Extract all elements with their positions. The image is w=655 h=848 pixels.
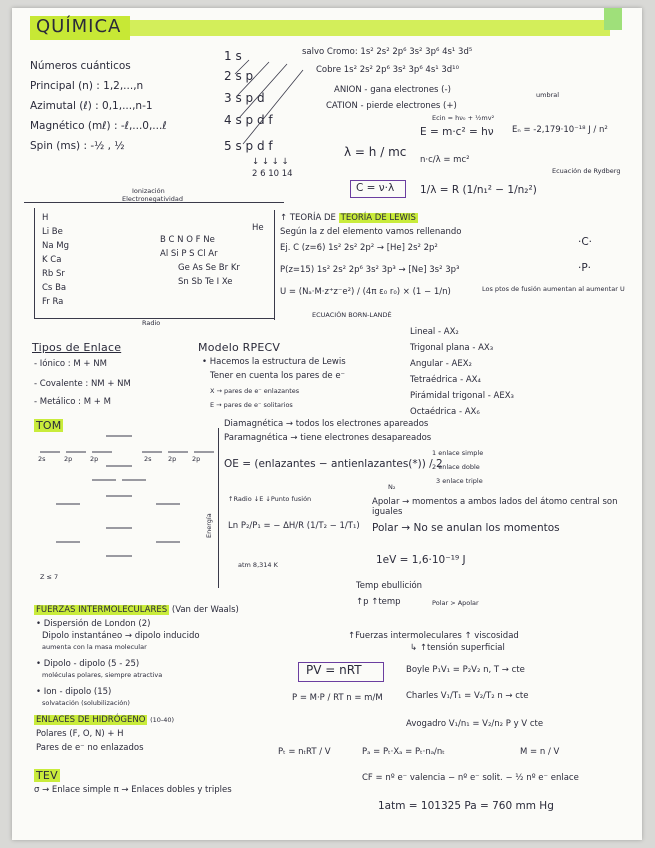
orbital-row-1: 1 s: [224, 49, 242, 63]
paramagnetic-text: Paramagnética → tiene electrones desapareados: [224, 433, 432, 443]
orbital-row-5: 5 s p d f: [224, 139, 273, 153]
lewis-dot-c: ·C·: [578, 236, 593, 248]
mo-label-2p-left: 2p: [64, 455, 73, 463]
total-pressure: Pₜ = nₜRT / V: [278, 747, 331, 757]
force-ion-2: solvatación (solubilización): [42, 699, 130, 707]
forces-heading: FUERZAS INTERMOLECULARES: [36, 605, 168, 615]
force-dipolo: • Dipolo - dipolo (5 - 25): [36, 659, 140, 669]
enlace-doble: 2 enlace doble: [432, 463, 480, 471]
charles-law: Charles V₁/T₁ = V₂/T₂ n → cte: [406, 691, 529, 701]
exception-cromo: salvo Cromo: 1s² 2s² 2p⁶ 3s² 3p⁶ 4s¹ 3d⁵: [302, 47, 473, 57]
forces-heading-wrap: [34, 606, 239, 616]
orbital-capacity: 2 6 10 14: [252, 169, 293, 179]
n2-label: N₂: [388, 483, 396, 491]
enlace-triple: 3 enlace triple: [436, 477, 483, 485]
force-london-2: Dipolo instantáneo → dipolo inducido: [42, 631, 200, 641]
hydrogen-heading-wrap: [34, 716, 174, 726]
born-lande-label: ECUACIÓN BORN-LANDÉ: [312, 311, 392, 319]
orbital-arrows: ↓ ↓ ↓ ↓: [252, 157, 289, 167]
rpecv-b4: E → pares de e⁻ solitarios: [210, 401, 293, 409]
mo-label-2s-right: 2s: [144, 455, 152, 463]
lewis-dot-p: ·P·: [578, 262, 592, 274]
rpecv-heading: Modelo RPECV: [198, 341, 281, 354]
enlace-simple: 1 enlace simple: [432, 449, 484, 457]
rydberg-formula: 1/λ = R (1/n₁² − 1/n₂²): [420, 184, 537, 196]
lewis-heading: TEORÍA DE LEWIS: [340, 213, 416, 223]
elements-na-mg: Na Mg: [42, 241, 69, 251]
temp-ebullicion: Temp ebullición: [356, 581, 423, 591]
quantum-heading: Números cuánticos: [30, 60, 131, 72]
aufbau-diagonals: [217, 48, 307, 158]
orbital-row-2: 2 s p: [224, 69, 254, 83]
lewis-line1: Según la z del elemento vamos rellenando: [280, 227, 462, 237]
boyle-law: Boyle P₁V₁ = P₂V₂ n, T → cte: [406, 665, 525, 675]
element-h: H: [42, 213, 49, 223]
quantum-azimutal: Azimutal (ℓ) : 0,1,...,n-1: [30, 100, 153, 112]
orbital-row-3: 3 s p d: [224, 91, 265, 105]
page-title: QUÍMICA: [36, 16, 122, 37]
elements-cs-ba: Cs Ba: [42, 283, 67, 293]
force-dipolo-2: moléculas polares, siempre atractiva: [42, 671, 163, 679]
mo-z-label: Z ≤ 7: [40, 573, 59, 581]
axis-vertical: [34, 208, 35, 318]
bond-ionico: - Iónico : M + NM: [34, 359, 107, 369]
energy-axis: [218, 428, 219, 588]
bond-covalente: - Covalente : NM + NM: [34, 379, 131, 389]
molarity: M = n / V: [520, 747, 560, 757]
cvl-formula: C = ν·λ: [356, 182, 395, 194]
bond-metalico: - Metálico : M + M: [34, 397, 111, 407]
radio-label: Radio: [142, 319, 161, 327]
radius-trend: ↑Radio ↓E ↓Punto fusión: [228, 495, 312, 503]
ecin-formula: Ecin = hν₀ + ½mv²: [432, 114, 495, 122]
elements-fr-ra: Fr Ra: [42, 297, 64, 307]
quantum-magnetico: Magnético (mℓ) : -ℓ,...0,...ℓ: [30, 120, 167, 132]
elements-p-row5: Sn Sb Te I Xe: [178, 277, 233, 287]
quantum-spin: Spin (ms) : -½ , ½: [30, 140, 125, 152]
energy-level-formula: Eₙ = -2,179·10⁻¹⁸ J / n²: [512, 125, 608, 135]
elements-k-ca: K Ca: [42, 255, 62, 265]
lewis-divider: [274, 210, 275, 320]
lewis-heading-prefix: ↑ TEORÍA DE TEORÍA DE LEWIS: [280, 213, 416, 223]
mo-label-2p-left2: 2p: [90, 455, 99, 463]
hydrogen-range: (10-40): [150, 716, 175, 724]
tev-text: σ → Enlace simple π → Enlaces dobles y triples: [34, 785, 232, 795]
atm-conversion: 1atm = 101325 Pa = 760 mm Hg: [378, 800, 554, 812]
geometry-trigonal-plana: Trigonal plana - AX₃: [410, 343, 494, 353]
cation-text: CATION - pierde electrones (+): [326, 101, 457, 111]
mo-label-2p-right: 2p: [168, 455, 177, 463]
polar-text: Polar → No se anulan los momentos: [372, 522, 560, 534]
clausius-formula: Ln P₂/P₁ = − ΔH/R (1/T₂ − 1/T₁): [228, 521, 360, 531]
tension-text: ↳ ↑tensión superficial: [410, 643, 505, 653]
notebook-page: [12, 8, 642, 840]
temp-pressure: ↑p ↑temp: [356, 597, 401, 607]
hydrogen-h1: Polares (F, O, N) + H: [36, 729, 124, 739]
apolar-text: Apolar → momentos a ambos lados del átomo central son iguales: [372, 497, 618, 517]
hydrogen-heading: ENLACES DE HIDRÓGENO: [36, 715, 146, 725]
avogadro-law: Avogadro V₁/n₁ = V₂/n₂ P y V cte: [406, 719, 544, 729]
geometry-octaedrica: Octaédrica - AX₆: [410, 407, 480, 417]
force-london-3: aumenta con la masa molecular: [42, 643, 147, 651]
elements-rb-sr: Rb Sr: [42, 269, 65, 279]
partial-pressure: Pₐ = Pₜ·Xₐ = Pₜ·nₐ/nₜ: [362, 747, 445, 757]
tev-heading: TEV: [36, 769, 58, 782]
born-lande-formula: U = (Nₐ·M·z⁺z⁻e²) / (4π ε₀ r₀) × (1 − 1/n): [280, 287, 451, 297]
tev-heading-wrap: [34, 770, 60, 783]
lewis-ex1: Ej. C (z=6) 1s² 2s² 2p² → [He] 2s² 2p²: [280, 243, 438, 253]
anion-text: ANION - gana electrones (-): [334, 85, 451, 95]
clausius-units: atm 8,314 K: [238, 561, 278, 569]
einstein-formula: E = m·c² = hν: [420, 126, 494, 138]
elements-p-row4: Ge As Se Br Kr: [178, 263, 240, 273]
geometry-piramidal: Pirámidal trigonal - AEX₃: [410, 391, 514, 401]
mo-label-2s-left: 2s: [38, 455, 46, 463]
lewis-ex2: P(z=15) 1s² 2s² 2p⁶ 3s² 3p³ → [Ne] 3s² 3p³: [280, 265, 460, 275]
diamagnetic-text: Diamagnética → todos los electrones apareados: [224, 419, 429, 429]
ev-conversion: 1eV = 1,6·10⁻¹⁹ J: [376, 554, 466, 566]
umbral-label: umbral: [536, 91, 560, 99]
geometry-tetraedrica: Tetraédrica - AX₄: [410, 375, 481, 385]
rpecv-b2: Tener en cuenta los pares de e⁻: [210, 371, 346, 381]
formal-charge: CF = nº e⁻ valencia − nº e⁻ solit. − ½ nº e⁻ enlace: [362, 773, 579, 783]
quantum-principal: Principal (n) : 1,2,...,n: [30, 80, 144, 92]
elements-p-row3: Al Si P S Cl Ar: [160, 249, 218, 259]
geometry-lineal: Lineal - AX₂: [410, 327, 459, 337]
page-tab: [604, 8, 622, 30]
tom-heading: TOM: [36, 419, 62, 432]
electroneg-label: Electronegatividad: [122, 195, 184, 203]
rpecv-b3: X → pares de e⁻ enlazantes: [210, 387, 300, 395]
orbital-row-4: 4 s p d f: [224, 113, 273, 127]
mo-diagram: [36, 430, 216, 570]
fusion-note: Los ptos de fusión aumentan al aumentar U: [482, 285, 625, 293]
density-formula: P = M·P / RT n = m/M: [292, 693, 383, 703]
polar-apolar: Polar > Apolar: [432, 599, 479, 607]
energia-label: Energía: [205, 513, 213, 538]
forces-vdw: (Van der Waals): [171, 605, 239, 615]
geometry-angular: Angular - AEX₂: [410, 359, 472, 369]
nc-formula: n·c/λ = mc²: [420, 155, 470, 165]
rpecv-b1: • Hacemos la estructura de Lewis: [202, 357, 346, 367]
force-ion: • Ion - dipolo (15): [36, 687, 112, 697]
bonds-heading: Tipos de Enlace: [32, 341, 122, 354]
element-he: He: [252, 223, 264, 233]
ionization-label: Ionización: [132, 187, 165, 195]
exception-cobre: Cobre 1s² 2s² 2p⁶ 3s² 3p⁶ 4s¹ 3d¹⁰: [316, 65, 459, 75]
force-london: • Dispersión de London (2): [36, 619, 151, 629]
elements-li-be: Li Be: [42, 227, 63, 237]
viscosity-text: ↑Fuerzas intermoleculares ↑ viscosidad: [348, 631, 519, 641]
bond-order-formula: OE = (enlazantes − antienlazantes(*)) / 2: [224, 458, 443, 470]
rydberg-label: Ecuación de Rydberg: [552, 167, 621, 175]
elements-p-row2: B C N O F Ne: [160, 235, 215, 245]
mo-label-2p-right2: 2p: [192, 455, 201, 463]
debroglie-formula: λ = h / mc: [344, 145, 407, 159]
ideal-gas-law: PV = nRT: [306, 663, 362, 677]
hydrogen-h2: Pares de e⁻ no enlazados: [36, 743, 144, 753]
